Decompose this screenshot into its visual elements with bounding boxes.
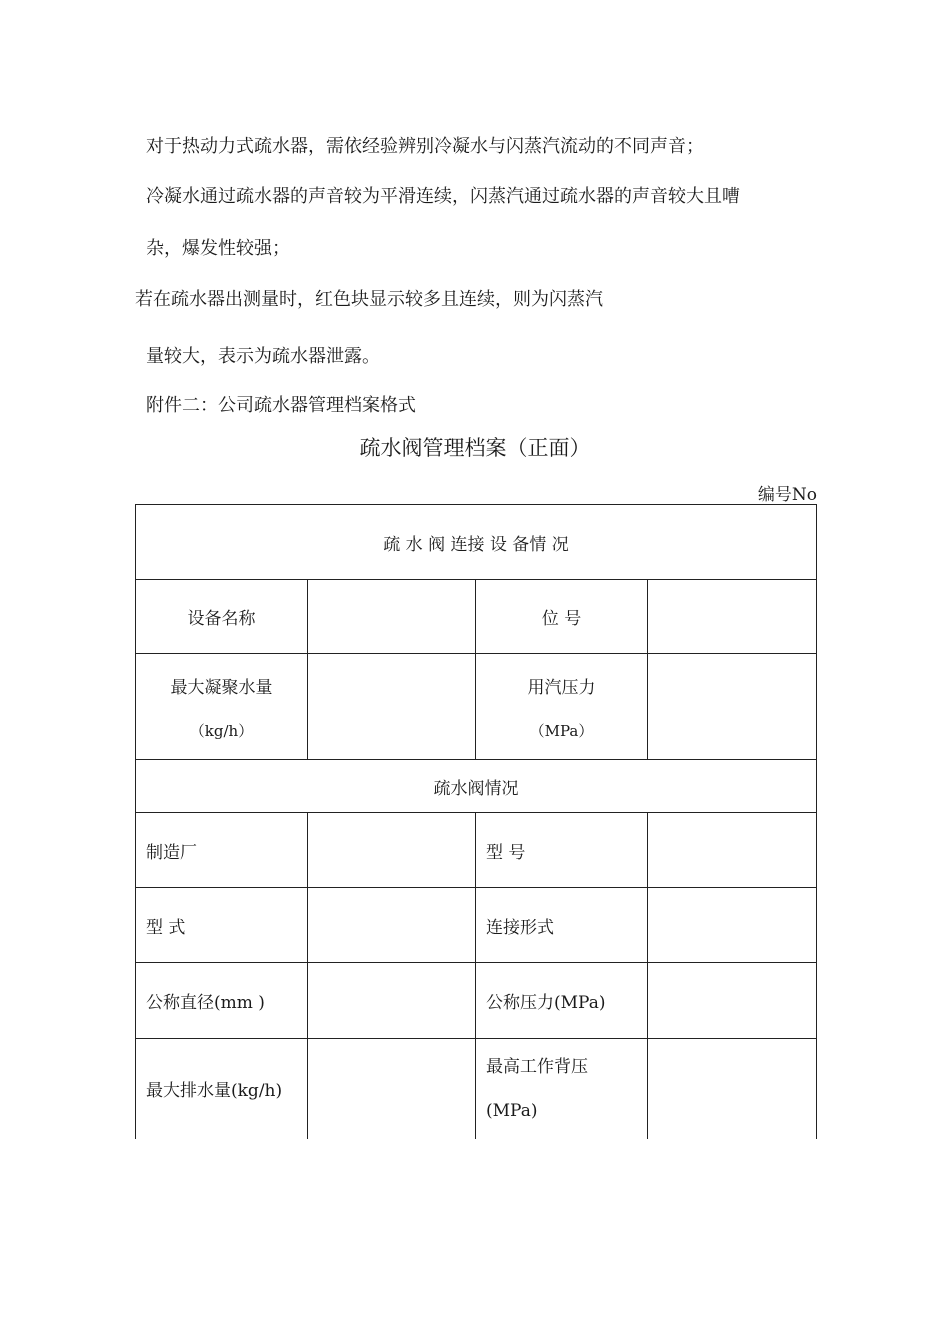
- label-connection: 连接形式: [476, 888, 648, 963]
- label-steam-pressure-unit: （MPa）: [529, 721, 594, 740]
- value-device-name[interactable]: [308, 580, 476, 654]
- value-manufacturer[interactable]: [308, 813, 476, 888]
- label-max-condensate-unit: （kg/h）: [189, 721, 254, 740]
- value-model[interactable]: [648, 813, 817, 888]
- value-max-discharge[interactable]: [308, 1039, 476, 1139]
- management-record-table: [135, 504, 817, 1139]
- paragraph-line-5: 量较大，表示为疏水器泄露。: [146, 346, 380, 367]
- label-manufacturer: 制造厂: [136, 813, 308, 888]
- label-max-condensate: [136, 654, 308, 760]
- label-model: 型 号: [476, 813, 648, 888]
- document-title: 疏水阀管理档案（正面）: [359, 436, 591, 460]
- value-position[interactable]: [648, 580, 817, 654]
- label-max-back-pressure-text: 最高工作背压: [486, 1056, 588, 1077]
- section-header-trap-info: 疏水阀情况: [136, 760, 817, 813]
- serial-number-label: 编号No: [757, 485, 817, 505]
- label-max-back-pressure: [476, 1039, 648, 1139]
- value-max-back-pressure[interactable]: [648, 1039, 817, 1139]
- paragraph-line-1: 对于热动力式疏水器，需依经验辨别冷凝水与闪蒸汽流动的不同声音；: [146, 136, 704, 157]
- label-steam-pressure: [476, 654, 648, 760]
- label-type: 型 式: [136, 888, 308, 963]
- label-device-name: 设备名称: [136, 580, 308, 654]
- value-connection[interactable]: [648, 888, 817, 963]
- paragraph-line-4: 若在疏水器出测量时，红色块显示较多且连续，则为闪蒸汽: [135, 289, 603, 310]
- label-max-condensate-text: 最大凝聚水量: [170, 677, 273, 698]
- paragraph-line-2: 冷凝水通过疏水器的声音较为平滑连续，闪蒸汽通过疏水器的声音较大且嘈: [146, 186, 740, 207]
- value-max-condensate[interactable]: [308, 654, 476, 760]
- appendix-heading: 附件二：公司疏水器管理档案格式: [146, 395, 416, 416]
- label-nominal-diameter: 公称直径(mm ): [136, 963, 308, 1039]
- section-header-connected-equipment: 疏 水 阀 连接 设 备情 况: [136, 505, 817, 580]
- paragraph-line-3: 杂，爆发性较强；: [146, 238, 290, 259]
- label-nominal-pressure: 公称压力(MPa): [476, 963, 648, 1039]
- value-nominal-pressure[interactable]: [648, 963, 817, 1039]
- label-steam-pressure-text: 用汽压力: [527, 677, 596, 698]
- label-position: 位 号: [476, 580, 648, 654]
- value-nominal-diameter[interactable]: [308, 963, 476, 1039]
- value-type[interactable]: [308, 888, 476, 963]
- label-max-discharge: 最大排水量(kg/h): [136, 1039, 308, 1139]
- label-max-back-pressure-unit: (MPa): [486, 1100, 538, 1121]
- value-steam-pressure[interactable]: [648, 654, 817, 760]
